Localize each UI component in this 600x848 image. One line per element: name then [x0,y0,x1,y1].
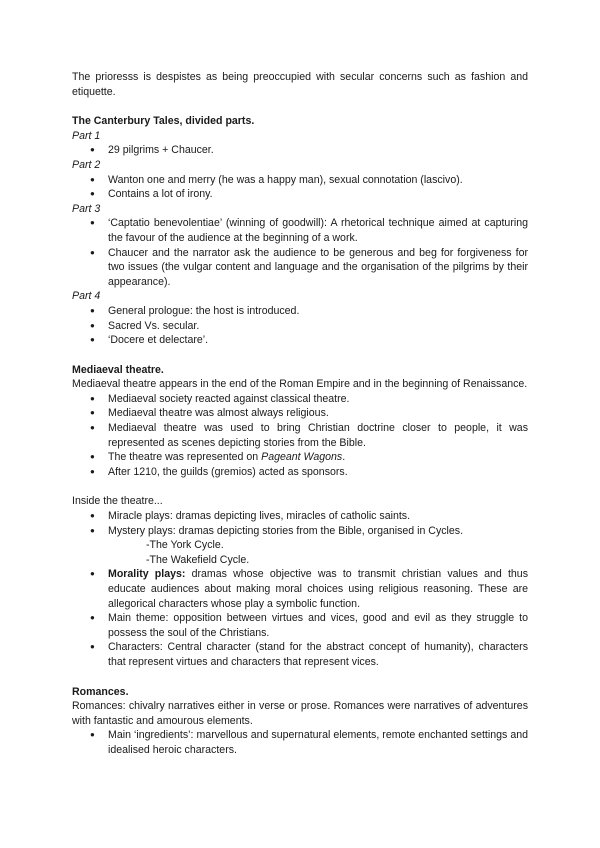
pageant-wagons-text: Pageant Wagons [261,451,343,464]
inside-theatre-list [72,509,528,538]
romances-intro: Romances: chivalry narratives either in verse or prose. Romances were narratives of adventures with fantastic and amourous elements. [72,700,528,727]
list-item: ● ‘Captatio benevolentiae’ (winning of goodwill): A rhetorical technique aimed at capturing the favour of the audience at the beginning of a work. [72,216,528,245]
part-4-label: Part 4 [72,290,101,303]
theatre-list [72,392,528,480]
list-item: ● Chaucer and the narrator ask the audience to be generous and beg for forgiveness for two issues (the vulgar content and language and the organisation of the pilgrims by their appearance). [72,246,528,290]
list-item: ● Wanton one and merry (he was a happy man), sexual connotation (lascivo). [72,173,528,188]
romances-list [72,728,528,757]
list-item: ● Mediaeval society reacted against classical theatre. [72,392,528,407]
list-item: ● Mystery plays: dramas depicting stories from the Bible, organised in Cycles. [72,524,528,539]
part-1-label: Part 1 [72,129,101,142]
inside-theatre-intro: Inside the theatre... [72,495,163,508]
list-item: ● Characters: Central character (stand for the abstract concept of humanity), characters that represent virtues and characters that represent vices. [72,640,528,669]
part-3-label: Part 3 [72,202,101,215]
part-1-list [72,143,528,158]
list-item: ● Miracle plays: dramas depicting lives, miracles of catholic saints. [72,509,528,524]
canterbury-heading: The Canterbury Tales, divided parts. [72,115,255,128]
list-item: ● Main ‘ingredients’: marvellous and supernatural elements, remote enchanted settings and idealised heroic characters. [72,728,528,757]
list-item: ● After 1210, the guilds (gremios) acted as sponsors. [72,465,528,480]
cycle-york: -The York Cycle. [146,539,224,552]
list-item: ● ‘Docere et delectare’. [72,333,528,348]
part-4-list [72,304,528,348]
part-2-label: Part 2 [72,158,101,171]
list-item: ● 29 pilgrims + Chaucer. [72,143,528,158]
list-item [72,450,528,465]
cycle-wakefield: -The Wakefield Cycle. [146,553,250,566]
morality-plays-text: dramas whose objective was to transmit christian values and thus educate audiences about making moral choices using religious reasoning. These are allegorical characters whose play a symbolic function. [108,568,528,610]
list-item: ● Mediaeval theatre was almost always religious. [72,406,528,421]
inside-theatre-list-2 [72,567,528,669]
list-item: ● Main theme: opposition between virtues and vices, good and evil as they struggle to possess the soul of the Christians. [72,611,528,640]
list-item: ● General prologue: the host is introduced. [72,304,528,319]
intro-paragraph: The prioresss is despistes as being preoccupied with secular concerns such as fashion and etiquette. [72,71,528,98]
list-item: ● Contains a lot of irony. [72,187,528,202]
theatre-intro: Mediaeval theatre appears in the end of the Roman Empire and in the beginning of Renaissance. [72,378,528,391]
romances-heading: Romances. [72,685,129,698]
pageant-suffix: . [342,451,346,464]
list-item [72,567,528,611]
document-page [72,70,528,758]
morality-plays-term: Morality plays: [108,568,186,581]
list-item: ● Sacred Vs. secular. [72,319,528,334]
pageant-prefix: The theatre was represented on [108,451,262,464]
theatre-heading: Mediaeval theatre. [72,363,164,376]
part-3-list [72,216,528,289]
part-2-list [72,173,528,202]
list-item: ● Mediaeval theatre was used to bring Christian doctrine closer to people, it was represented as scenes depicting stories from the Bible. [72,421,528,450]
